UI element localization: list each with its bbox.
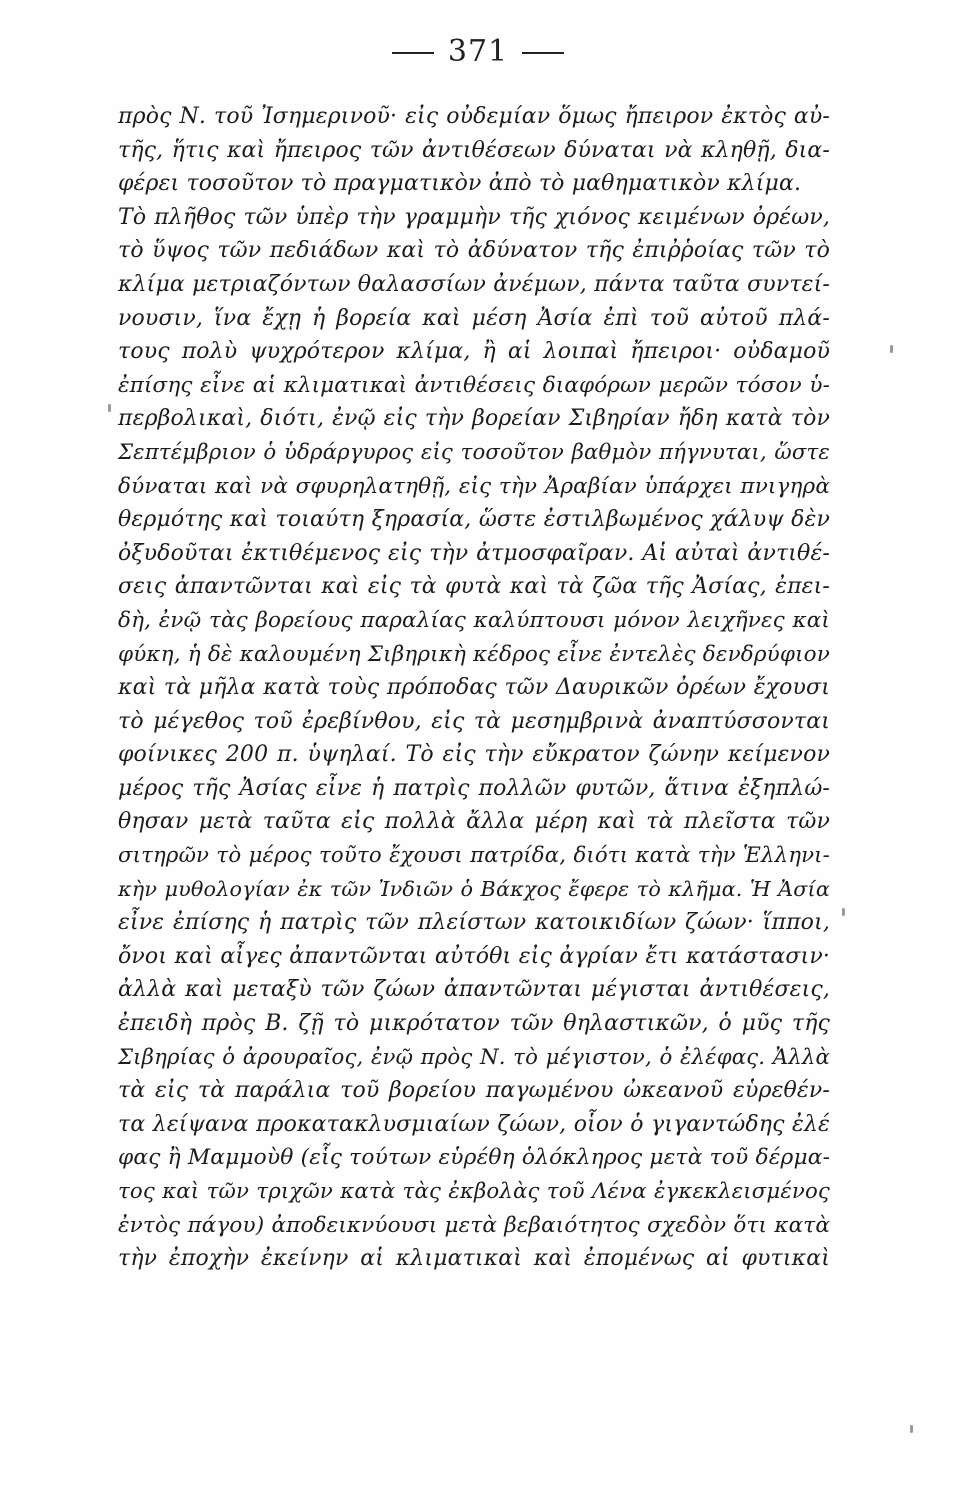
text-line: σεις ἀπαντῶνται καὶ εἰς τὰ φυτὰ καὶ τὰ ζῶα τῆς Ἀσίας, ἐπει- <box>118 574 830 600</box>
text-line: φας ἢ Μαμμοὺθ (εἷς τούτων εὑρέθη ὁλόκληρος μετὰ τοῦ δέρμα- <box>118 1145 831 1171</box>
text-line: κλίμα μετριαζόντων θαλασσίων ἀνέμων, πάντα ταῦτα συντεί- <box>118 271 830 297</box>
ink-speck <box>842 908 845 916</box>
text-line: φέρει τοσοῦτον τὸ πραγματικὸν ἀπὸ τὸ μαθηματικὸν κλίμα. <box>118 171 802 197</box>
ink-speck <box>108 404 111 412</box>
text-line: θερμότης καὶ τοιαύτη ξηρασία, ὥστε ἐστιλβωμένος χάλυψ δὲν <box>118 507 830 533</box>
text-line: δὴ, ἐνῷ τὰς βορείους παραλίας καλύπτουσι μόνον λειχῆνες καὶ <box>118 607 830 633</box>
text-line: φοίνικες 200 π. ὑψηλαί. Τὸ εἰς τὴν εὔκρατον ζώνην κείμενον <box>118 742 830 768</box>
text-line: κὴν μυθολογίαν ἐκ τῶν Ἰνδιῶν ὁ Βάκχος ἔφερε τὸ κλῆμα. Ἡ Ἀσία <box>118 876 830 901</box>
text-line: μέρος τῆς Ἀσίας εἶνε ἡ πατρὶς πολλῶν φυτῶν, ἅτινα ἐξηπλώ- <box>118 775 830 801</box>
text-line: θησαν μετὰ ταῦτα εἰς πολλὰ ἄλλα μέρη καὶ τὰ πλεῖστα τῶν <box>118 809 830 835</box>
body-text <box>118 100 830 1276</box>
text-line: Σιβηρίας ὁ ἀρουραῖος, ἐνῷ πρὸς Ν. τὸ μέγιστον, ὁ ἐλέφας. Ἀλλὰ <box>118 1044 830 1070</box>
page-number: 371 <box>447 34 509 69</box>
text-line: φύκη, ἡ δὲ καλουμένη Σιβηρικὴ κέδρος εἶνε ἐντελὲς δενδρύφιον <box>118 641 830 667</box>
header-dash-right <box>522 52 564 54</box>
text-line: Σεπτέμβριον ὁ ὑδράργυρος εἰς τοσοῦτον βαθμὸν πήγνυται, ὥστε <box>118 439 830 465</box>
ink-speck <box>910 1425 913 1433</box>
text-line: νουσιν, ἵνα ἔχῃ ἡ βορεία καὶ μέση Ἀσία ἐπὶ τοῦ αὐτοῦ πλά- <box>118 305 830 331</box>
page-number-header <box>0 34 956 69</box>
text-line: τα λείψανα προκατακλυσμιαίων ζώων, οἷον ὁ γιγαντώδης ἐλέ <box>118 1111 830 1137</box>
text-line: δύναται καὶ νὰ σφυρηλατηθῇ, εἰς τὴν Ἀραβίαν ὑπάρχει πνιγηρὰ <box>118 473 830 499</box>
text-line: ὄνοι καὶ αἶγες ἀπαντῶνται αὐτόθι εἰς ἀγρίαν ἔτι κατάστασιν· <box>118 943 830 969</box>
text-line: τος καὶ τῶν τριχῶν κατὰ τὰς ἐκβολὰς τοῦ Λένα ἐγκεκλεισμένος <box>118 1179 830 1204</box>
text-line: τὰ εἰς τὰ παράλια τοῦ βορείου παγωμένου ὠκεανοῦ εὑρεθέν- <box>118 1078 830 1104</box>
text-line: περβολικαὶ, διότι, ἐνῷ εἰς τὴν βορείαν Σιβηρίαν ἤδη κατὰ τὸν <box>118 406 830 432</box>
text-line: ἐπειδὴ πρὸς Β. ζῇ τὸ μικρότατον τῶν θηλαστικῶν, ὁ μῦς τῆς <box>118 1011 830 1037</box>
text-line: τὸ μέγεθος τοῦ ἐρεβίνθου, εἰς τὰ μεσημβρινὰ ἀναπτύσσονται <box>118 708 830 734</box>
text-line: τους πολὺ ψυχρότερον κλίμα, ἢ αἱ λοιπαὶ ἤπειροι· οὐδαμοῦ <box>118 339 830 365</box>
text-line: σιτηρῶν τὸ μέρος τοῦτο ἔχουσι πατρίδα, διότι κατὰ τὴν Ἑλληνι- <box>118 843 830 869</box>
text-line: ὀξυδοῦται ἐκτιθέμενος εἰς τὴν ἀτμοσφαῖραν. Αἱ αὐταὶ ἀντιθέ- <box>118 540 830 566</box>
text-line: τὴν ἐποχὴν ἐκείνην αἱ κλιματικαὶ καὶ ἐπομένως αἱ φυτικαὶ <box>118 1246 830 1272</box>
text-line: τὸ ὕψος τῶν πεδιάδων καὶ τὸ ἀδύνατον τῆς ἐπιῤῥοίας τῶν τὸ <box>118 238 830 264</box>
ink-speck <box>890 345 893 353</box>
text-line: Τὸ πλῆθος τῶν ὑπὲρ τὴν γραμμὴν τῆς χιόνος κειμένων ὀρέων, <box>118 204 830 230</box>
text-line: τῆς, ἥτις καὶ ἤπειρος τῶν ἀντιθέσεων δύναται νὰ κληθῇ, δια- <box>118 137 830 163</box>
text-line: εἶνε ἐπίσης ἡ πατρὶς τῶν πλείστων κατοικιδίων ζώων· ἵπποι, <box>118 910 830 936</box>
text-line: ἀλλὰ καὶ μεταξὺ τῶν ζώων ἀπαντῶνται μέγισται ἀντιθέσεις, <box>118 977 830 1003</box>
text-line: ἐντὸς πάγου) ἀποδεικνύουσι μετὰ βεβαιότητος σχεδὸν ὅτι κατὰ <box>118 1212 830 1238</box>
text-line: ἐπίσης εἶνε αἱ κλιματικαὶ ἀντιθέσεις διαφόρων μερῶν τόσον ὑ- <box>118 372 830 398</box>
header-dash-left <box>392 52 434 54</box>
text-line: καὶ τὰ μῆλα κατὰ τοὺς πρόποδας τῶν Δαυρικῶν ὀρέων ἔχουσι <box>118 675 830 701</box>
text-line: πρὸς Ν. τοῦ Ἰσημερινοῦ· εἰς οὐδεμίαν ὅμως ἤπειρον ἐκτὸς αὐ- <box>118 104 830 129</box>
